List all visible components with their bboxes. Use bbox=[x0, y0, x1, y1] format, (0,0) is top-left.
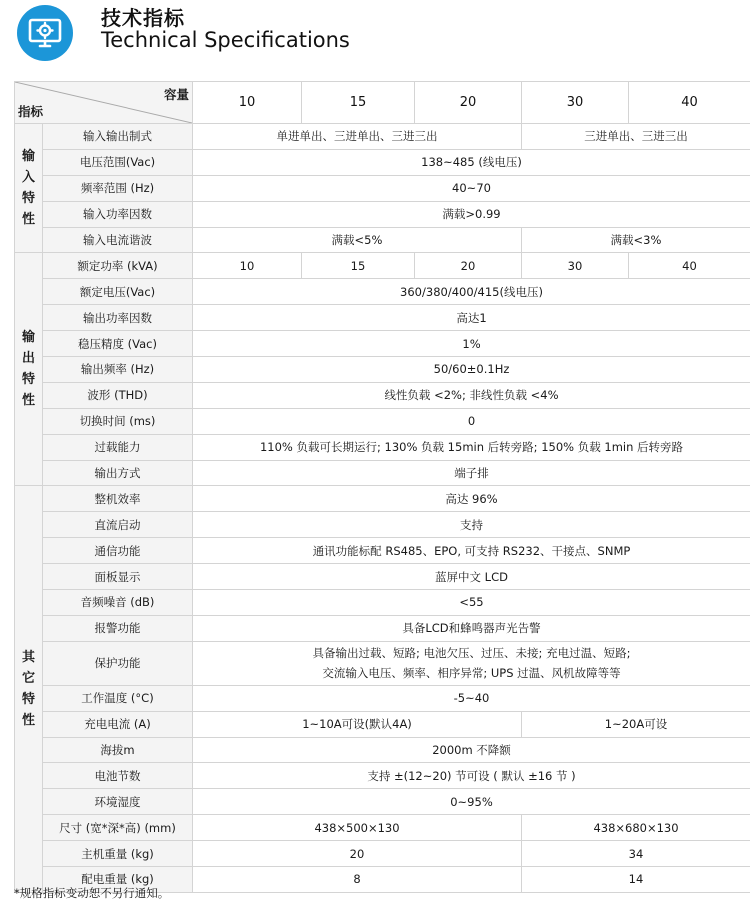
value-cell: 438×500×130 bbox=[193, 815, 522, 841]
value-cell: 端子排 bbox=[193, 460, 750, 486]
table-row bbox=[15, 486, 750, 512]
table-row bbox=[15, 175, 750, 201]
group-char: 其 bbox=[15, 647, 42, 668]
group-char: 性 bbox=[15, 209, 42, 230]
group-char: 输 bbox=[15, 146, 42, 167]
footnote: *规格指标变动恕不另行通知。 bbox=[14, 885, 169, 901]
table-row bbox=[15, 227, 750, 253]
value-cell: 1~10A可设(默认4A) bbox=[193, 711, 522, 737]
value-cell: 2000m 不降额 bbox=[193, 737, 750, 763]
capacity-header: 40 bbox=[629, 82, 750, 124]
row-label: 报警功能 bbox=[43, 615, 193, 641]
value-cell: 支持 ±(12~20) 节可设 ( 默认 ±16 节 ) bbox=[193, 763, 750, 789]
table-row bbox=[15, 815, 750, 841]
group-label-input bbox=[15, 124, 43, 253]
table-row bbox=[15, 460, 750, 486]
row-label: 音频噪音 (dB) bbox=[43, 590, 193, 616]
row-label: 电池节数 bbox=[43, 763, 193, 789]
value-cell: -5~40 bbox=[193, 685, 750, 711]
row-label: 频率范围 (Hz) bbox=[43, 175, 193, 201]
value-cell: 具备LCD和蜂鸣器声光告警 bbox=[193, 615, 750, 641]
group-char: 性 bbox=[15, 710, 42, 731]
table-row bbox=[15, 279, 750, 305]
value-cell: 1~20A可设 bbox=[522, 711, 750, 737]
table-row bbox=[15, 789, 750, 815]
table-row bbox=[15, 331, 750, 357]
row-label: 输出功率因数 bbox=[43, 305, 193, 331]
row-label: 过载能力 bbox=[43, 434, 193, 460]
row-label: 输出频率 (Hz) bbox=[43, 357, 193, 383]
value-cell: 高达 96% bbox=[193, 486, 750, 512]
page-header bbox=[0, 0, 750, 70]
group-char: 特 bbox=[15, 188, 42, 209]
row-label: 保护功能 bbox=[43, 641, 193, 685]
value-cell: 15 bbox=[302, 253, 415, 279]
group-char: 性 bbox=[15, 390, 42, 411]
row-label: 输入电流谐波 bbox=[43, 227, 193, 253]
value-cell: 蓝屏中文 LCD bbox=[193, 564, 750, 590]
value-cell: 34 bbox=[522, 841, 750, 867]
row-label: 主机重量 (kg) bbox=[43, 841, 193, 867]
value-cell: 单进单出、三进单出、三进三出 bbox=[193, 124, 522, 150]
value-cell: 360/380/400/415(线电压) bbox=[193, 279, 750, 305]
table-row bbox=[15, 253, 750, 279]
row-label: 切换时间 (ms) bbox=[43, 408, 193, 434]
corner-label-capacity: 容量 bbox=[164, 85, 189, 103]
value-cell: 0 bbox=[193, 408, 750, 434]
value-cell: 40~70 bbox=[193, 175, 750, 201]
table-row bbox=[15, 590, 750, 616]
group-char: 特 bbox=[15, 689, 42, 710]
value-cell: 14 bbox=[522, 867, 750, 893]
value-cell: 高达1 bbox=[193, 305, 750, 331]
row-label: 面板显示 bbox=[43, 564, 193, 590]
value-cell: 支持 bbox=[193, 512, 750, 538]
capacity-header: 20 bbox=[415, 82, 522, 124]
title-english: Technical Specifications bbox=[101, 28, 350, 52]
capacity-header: 30 bbox=[522, 82, 629, 124]
row-label: 输出方式 bbox=[43, 460, 193, 486]
group-char: 入 bbox=[15, 167, 42, 188]
table-row bbox=[15, 564, 750, 590]
value-cell: 1% bbox=[193, 331, 750, 357]
value-cell: 438×680×130 bbox=[522, 815, 750, 841]
row-label: 输入功率因数 bbox=[43, 201, 193, 227]
value-cell: 20 bbox=[415, 253, 522, 279]
row-label: 配电重量 (kg) bbox=[43, 867, 193, 893]
value-line: 交流输入电压、频率、相序异常; UPS 过温、风机故障等等 bbox=[193, 663, 750, 683]
monitor-gear-icon bbox=[16, 4, 74, 62]
row-label: 直流启动 bbox=[43, 512, 193, 538]
table-row bbox=[15, 538, 750, 564]
table-row bbox=[15, 201, 750, 227]
value-cell: 三进单出、三进三出 bbox=[522, 124, 750, 150]
row-label: 额定电压(Vac) bbox=[43, 279, 193, 305]
value-cell: 满载<3% bbox=[522, 227, 750, 253]
value-cell: 满载<5% bbox=[193, 227, 522, 253]
group-char: 出 bbox=[15, 348, 42, 369]
table-row bbox=[15, 737, 750, 763]
row-label: 工作温度 (°C) bbox=[43, 685, 193, 711]
row-label: 整机效率 bbox=[43, 486, 193, 512]
group-label-other bbox=[15, 486, 43, 892]
row-label: 海拔m bbox=[43, 737, 193, 763]
table-row bbox=[15, 434, 750, 460]
value-cell: 通讯功能标配 RS485、EPO, 可支持 RS232、干接点、SNMP bbox=[193, 538, 750, 564]
value-cell: 138~485 (线电压) bbox=[193, 149, 750, 175]
row-label: 环境湿度 bbox=[43, 789, 193, 815]
table-row bbox=[15, 124, 750, 150]
spec-table bbox=[14, 81, 750, 893]
table-row bbox=[15, 685, 750, 711]
table-row bbox=[15, 711, 750, 737]
table-row bbox=[15, 382, 750, 408]
value-cell: 30 bbox=[522, 253, 629, 279]
table-row bbox=[15, 615, 750, 641]
capacity-header: 10 bbox=[193, 82, 302, 124]
table-row bbox=[15, 763, 750, 789]
header-corner-cell bbox=[15, 82, 193, 124]
value-cell: <55 bbox=[193, 590, 750, 616]
row-label: 稳压精度 (Vac) bbox=[43, 331, 193, 357]
value-cell: 0~95% bbox=[193, 789, 750, 815]
row-label: 尺寸 (宽*深*高) (mm) bbox=[43, 815, 193, 841]
value-cell: 110% 负载可长期运行; 130% 负载 15min 后转旁路; 150% 负载 1min 后转旁路 bbox=[193, 434, 750, 460]
table-row bbox=[15, 408, 750, 434]
row-label: 充电电流 (A) bbox=[43, 711, 193, 737]
table-row bbox=[15, 841, 750, 867]
row-label: 输入输出制式 bbox=[43, 124, 193, 150]
value-cell: 20 bbox=[193, 841, 522, 867]
value-cell: 10 bbox=[193, 253, 302, 279]
table-row bbox=[15, 641, 750, 685]
group-char: 它 bbox=[15, 668, 42, 689]
title-chinese: 技术指标 bbox=[101, 2, 185, 31]
group-char: 特 bbox=[15, 369, 42, 390]
group-char: 输 bbox=[15, 327, 42, 348]
corner-label-indicator: 指标 bbox=[18, 102, 43, 120]
table-row bbox=[15, 149, 750, 175]
value-cell: 满载>0.99 bbox=[193, 201, 750, 227]
value-cell: 50/60±0.1Hz bbox=[193, 357, 750, 383]
table-row bbox=[15, 512, 750, 538]
value-cell bbox=[193, 641, 750, 685]
value-cell: 8 bbox=[193, 867, 522, 893]
value-cell: 40 bbox=[629, 253, 750, 279]
capacity-header: 15 bbox=[302, 82, 415, 124]
value-line: 具备输出过载、短路; 电池欠压、过压、未接; 充电过温、短路; bbox=[193, 643, 750, 663]
table-row bbox=[15, 357, 750, 383]
row-label: 额定功率 (kVA) bbox=[43, 253, 193, 279]
group-label-output bbox=[15, 253, 43, 486]
table-row bbox=[15, 305, 750, 331]
row-label: 波形 (THD) bbox=[43, 382, 193, 408]
row-label: 通信功能 bbox=[43, 538, 193, 564]
row-label: 电压范围(Vac) bbox=[43, 149, 193, 175]
value-cell: 线性负载 <2%; 非线性负载 <4% bbox=[193, 382, 750, 408]
